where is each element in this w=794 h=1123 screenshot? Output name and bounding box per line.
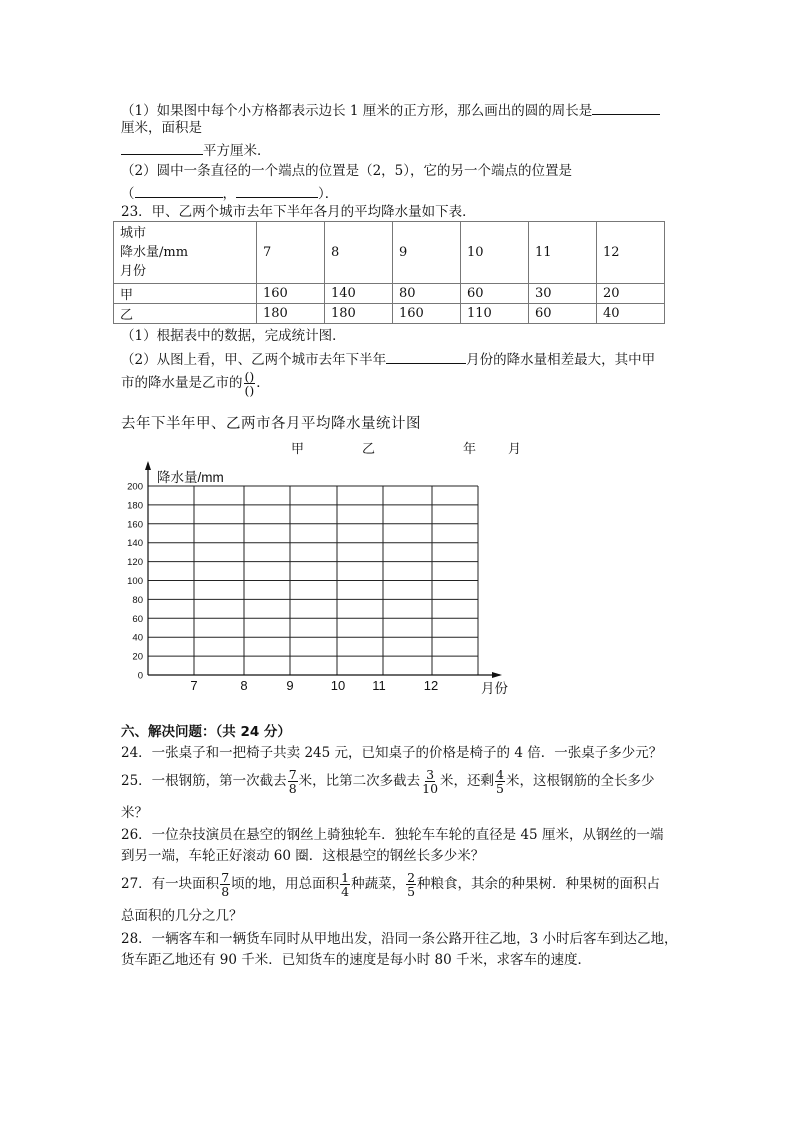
table-header-cell: [114, 222, 257, 284]
q2-comma: ，: [222, 186, 236, 202]
chart-ticks: [127, 469, 508, 696]
q23-intro: 23．甲、乙两个城市去年下半年各月的平均降水量如下表．: [121, 204, 476, 220]
q23-sub2-c: 市的降水量是乙市的: [121, 375, 243, 391]
y-tick-label: 0: [137, 670, 143, 682]
y-tick-label: 140: [127, 538, 143, 550]
frac-den: 5: [496, 781, 504, 796]
fraction-numerator: (): [244, 369, 255, 384]
q28-line-2: 货车距乙地还有 90 千米．已知货车的速度是每小时 80 千米，求客车的速度．: [121, 952, 592, 968]
q2-line-2: [121, 183, 338, 203]
header-rain: 降水量/mm: [120, 245, 189, 260]
y-tick-label: 200: [127, 481, 143, 493]
q24: 24．一张桌子和一把椅子共卖 245 元，已知桌子的价格是椅子的 4 倍．一张桌子多少元？: [121, 745, 663, 761]
chart-title: 去年下半年甲、乙两市各月平均降水量统计图: [121, 416, 421, 432]
q27-c: 种蔬菜，: [351, 876, 406, 892]
y-tick-label: 40: [132, 632, 143, 644]
q27-line: [121, 870, 660, 898]
y-axis-arrow: [145, 461, 151, 470]
q2-line: [121, 162, 572, 180]
legend-jia: 甲: [291, 442, 305, 457]
q23-sub2-a: （2）从图上看，甲、乙两个城市去年下半年: [121, 352, 387, 368]
rainfall-table: [113, 221, 665, 324]
value-cell: 40: [597, 304, 665, 324]
fraction-denominator: (): [244, 383, 255, 398]
frac-den: 8: [288, 781, 297, 796]
legend-yi: 乙: [362, 442, 376, 457]
month-cell: 8: [325, 222, 393, 284]
frac-den: 5: [407, 884, 416, 899]
y-tick-label: 20: [132, 651, 143, 663]
x-tick-label: 9: [286, 678, 294, 693]
value-cell: 180: [257, 304, 325, 324]
y-tick-label: 100: [127, 576, 143, 587]
frac-num: 7: [288, 767, 297, 782]
q1-line: [121, 100, 660, 120]
q26-line-2: 到另一端，车轮正好滚动 60 圈．这根悬空的钢丝长多少米？: [121, 848, 485, 864]
legend-year: 年: [463, 442, 477, 457]
value-cell: 60: [461, 284, 529, 304]
q1-cont: 厘米，面积是: [121, 120, 202, 136]
value-cell: 60: [529, 304, 597, 324]
x-tick-label: 8: [240, 678, 248, 693]
frac-num: 7: [221, 870, 230, 885]
frac-num: 4: [496, 767, 504, 782]
q23-sub2-line: [121, 349, 655, 369]
q27-line-2: 总面积的几分之几？: [121, 908, 243, 924]
q25-d: 米，这根钢筋的全长多少: [506, 773, 655, 789]
y-tick-label: 80: [132, 594, 143, 606]
y-tick-label: 180: [127, 500, 143, 512]
month-cell: 11: [529, 222, 597, 284]
y-tick-label: 160: [127, 519, 143, 531]
frac-den: 4: [341, 884, 350, 899]
month-cell: 10: [461, 222, 529, 284]
q28-line: 28．一辆客车和一辆货车同时从甲地出发，沿同一条公路开往乙地，3 小时后客车到达乙地，: [121, 931, 678, 947]
fraction: [220, 871, 230, 898]
frac-den: 8: [221, 884, 230, 899]
max-diff-month-blank[interactable]: [386, 349, 466, 364]
section6-title: 六、解决问题：（共 24 分）: [121, 724, 291, 740]
q1-text: （1）如果图中每个小方格都表示边长 1 厘米的正方形，那么画出的圆的周长是: [121, 103, 593, 119]
q23-sub2-b: 月份的降水量相差最大，其中甲: [466, 352, 656, 368]
ratio-fraction[interactable]: [244, 370, 256, 397]
city-name: 乙: [114, 304, 257, 324]
q23-sub2-end: ．: [256, 375, 270, 391]
value-cell: 160: [393, 304, 461, 324]
q2-close-paren: ）．: [318, 186, 339, 202]
q1-line-3: [121, 140, 271, 160]
y-tick-label: 60: [132, 613, 143, 625]
value-cell: 180: [325, 304, 393, 324]
value-cell: 30: [529, 284, 597, 304]
header-city: 城市: [120, 226, 147, 241]
fraction: [406, 871, 416, 898]
fraction: [421, 768, 439, 795]
frac-den: 10: [422, 781, 439, 796]
table-row: [114, 284, 665, 304]
x-tick-label: 7: [190, 678, 198, 693]
y-axis-label: 降水量/mm: [157, 470, 224, 485]
rainfall-chart: [0, 455, 794, 755]
value-cell: 20: [597, 284, 665, 304]
x-tick-label: 10: [330, 678, 346, 693]
y-tick-label: 120: [127, 557, 143, 569]
value-cell: 160: [257, 284, 325, 304]
q26-line: 26．一位杂技演员在悬空的钢丝上骑独轮车．独轮车车轮的直径是 45 厘米，从钢丝的一端: [121, 827, 664, 843]
x-tick-label: 12: [423, 678, 439, 693]
value-cell: 140: [325, 284, 393, 304]
table-row: [114, 304, 665, 324]
q25-line: [121, 767, 655, 795]
q25-a: 25．一根钢筋，第一次截去: [121, 773, 287, 789]
fraction: [340, 871, 350, 898]
frac-num: 1: [341, 870, 350, 885]
x-axis-label: 月份: [481, 681, 508, 696]
q23-sub2-line-2: [121, 370, 270, 397]
month-cell: 12: [597, 222, 665, 284]
q27-b: 顷的地，用总面积: [231, 876, 340, 892]
header-month: 月份: [120, 264, 147, 279]
value-cell: 80: [393, 284, 461, 304]
city-name: 甲: [114, 284, 257, 304]
fraction: [288, 768, 298, 795]
legend-month: 月: [508, 442, 522, 457]
q2-text: （2）圆中一条直径的一个端点的位置是（2，5），它的另一个端点的位置是: [121, 163, 573, 179]
endpoint-y-blank[interactable]: [236, 183, 318, 198]
q27-d: 种粮食，其余的种果树．种果树的面积占: [417, 876, 661, 892]
chart-axes: [145, 461, 502, 678]
q23-sub1: （1）根据表中的数据，完成统计图．: [121, 328, 346, 344]
chart-grid: [148, 486, 478, 675]
frac-num: 3: [426, 767, 435, 782]
q27-a: 27．有一块面积: [121, 876, 220, 892]
frac-num: 2: [407, 870, 416, 885]
circumference-blank[interactable]: [592, 100, 660, 115]
month-cell: 9: [393, 222, 461, 284]
x-axis-arrow: [492, 672, 502, 678]
month-cell: 7: [257, 222, 325, 284]
q1-area-unit: 平方厘米．: [203, 143, 271, 159]
q25-line-2: 米？: [121, 805, 148, 821]
fraction: [495, 768, 505, 795]
endpoint-x-blank[interactable]: [135, 183, 223, 198]
value-cell: 110: [461, 304, 529, 324]
x-tick-label: 11: [372, 678, 386, 693]
area-blank[interactable]: [121, 140, 203, 155]
q1-line-2: [121, 119, 202, 137]
q25-c: 米，还剩: [440, 773, 495, 789]
q2-open-paren: （: [121, 186, 135, 202]
q25-b: 米，比第二次多截去: [298, 773, 421, 789]
